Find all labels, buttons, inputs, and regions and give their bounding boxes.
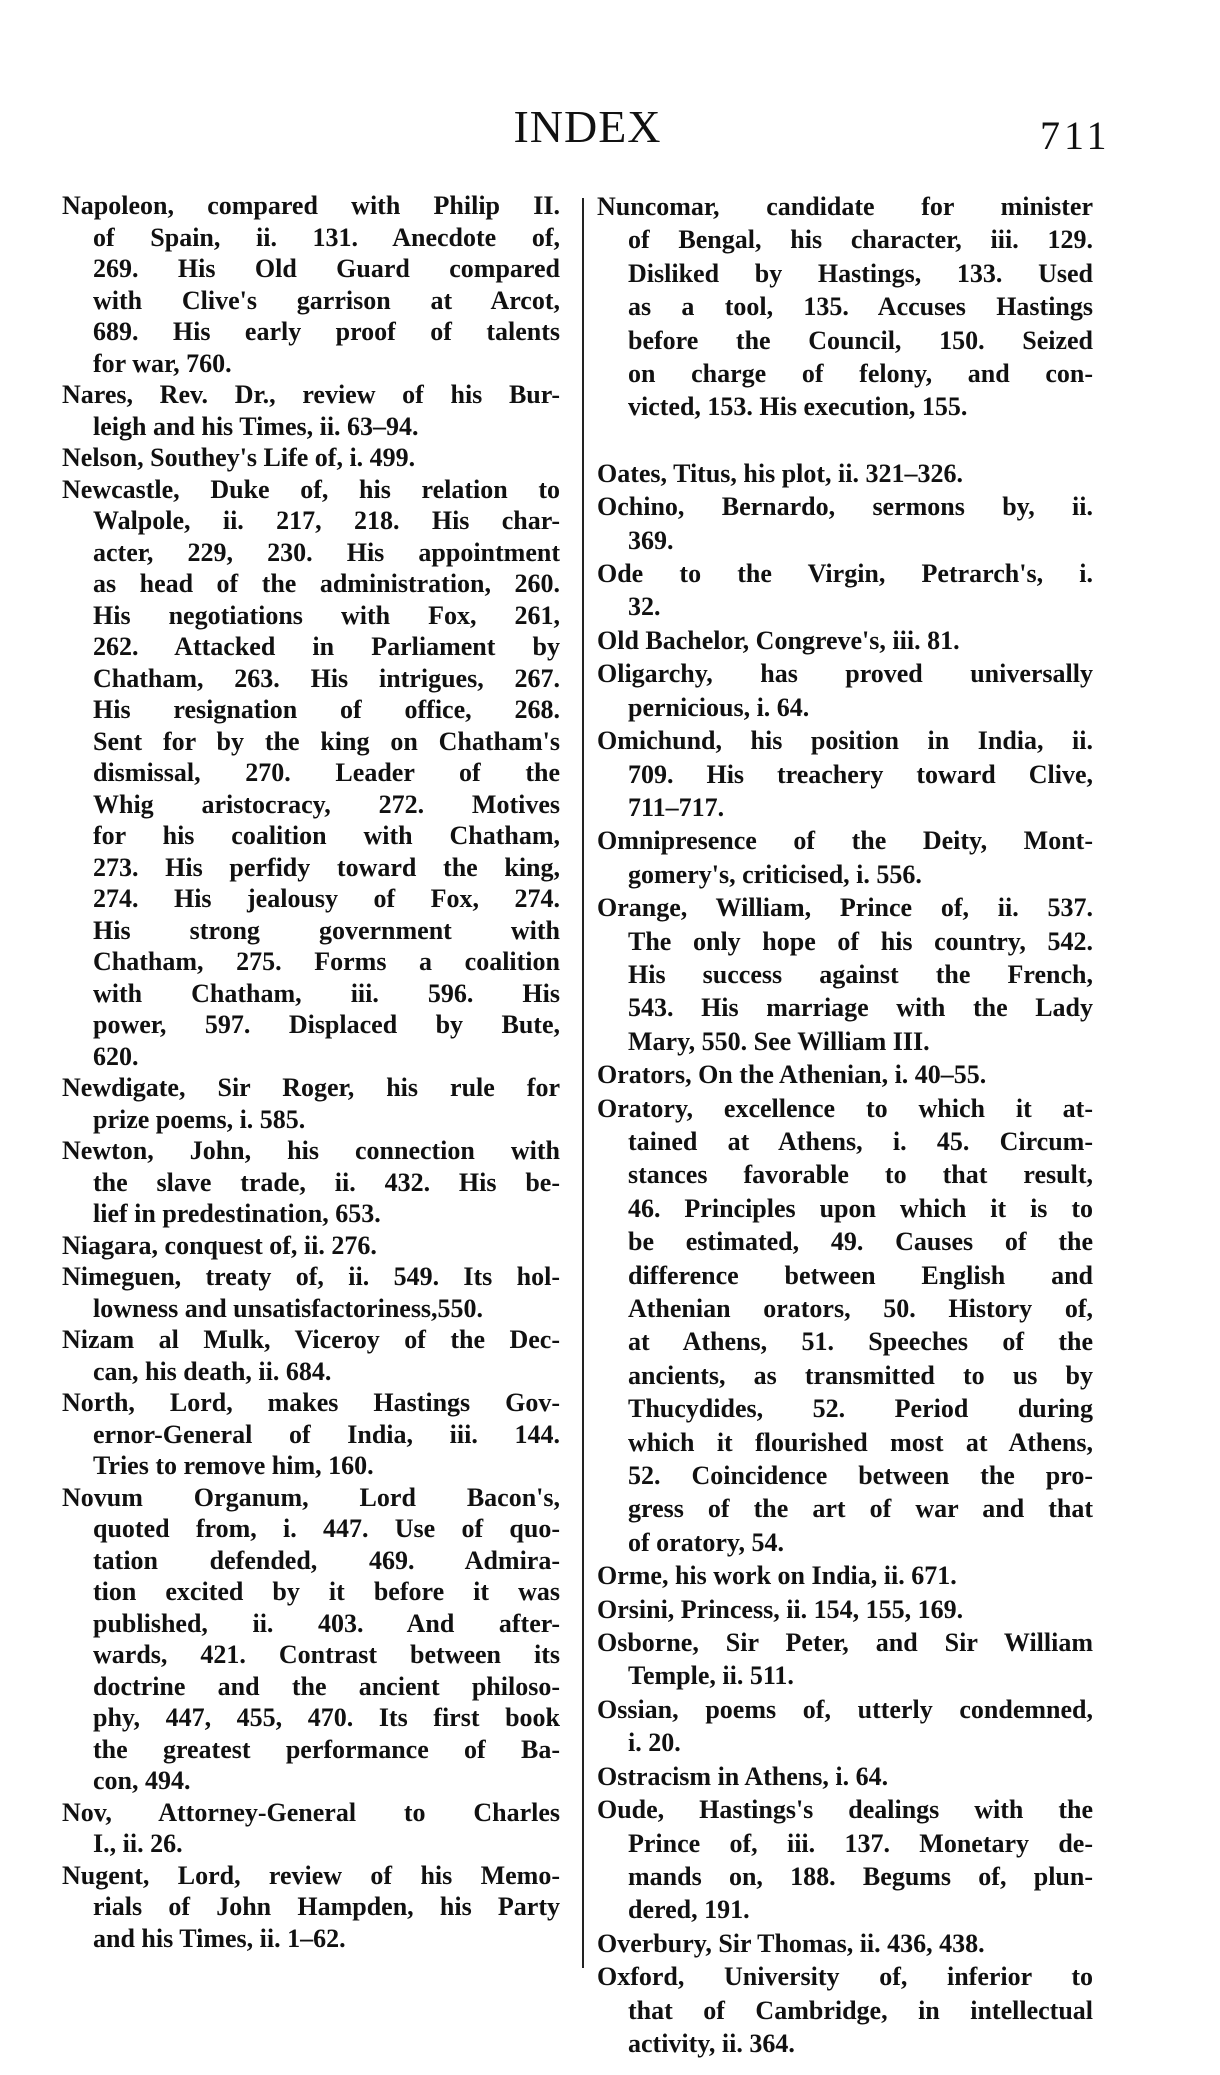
index-entry bbox=[62, 1387, 560, 1482]
entry-continuation-line: His negotiations with Fox, 261, bbox=[93, 600, 560, 630]
entry-continuation-line: victed, 153. His execution, 155. bbox=[628, 392, 968, 422]
page-title: INDEX bbox=[513, 101, 662, 152]
entry-continuation-line: Mary, 550. See William III. bbox=[628, 1026, 930, 1056]
index-entry bbox=[597, 1593, 1093, 1626]
entry-continuation-line: mands on, 188. Begums of, plun- bbox=[628, 1861, 1093, 1891]
index-entry bbox=[62, 1797, 560, 1860]
entry-continuation-line: Sent for by the king on Chatham's bbox=[93, 726, 560, 756]
entry-heading-line: Nizam al Mulk, Viceroy of the Dec- bbox=[62, 1325, 560, 1354]
entry-continuation-line: lowness and unsatisfactoriness,550. bbox=[93, 1293, 484, 1323]
index-entry bbox=[597, 1626, 1093, 1693]
entry-continuation-line: before the Council, 150. Seized bbox=[628, 325, 1093, 355]
entry-continuation-line: Athenian orators, 50. History of, bbox=[628, 1294, 1093, 1323]
entry-spacer bbox=[597, 424, 1093, 457]
entry-continuation-line: leigh and his Times, ii. 63–94. bbox=[93, 411, 419, 441]
entry-continuation-line: 543. His marriage with the Lady bbox=[628, 993, 1093, 1023]
entry-continuation-line: be estimated, 49. Causes of the bbox=[628, 1227, 1093, 1257]
entry-heading-line: Orange, William, Prince of, ii. 537. bbox=[597, 893, 1093, 923]
entry-heading-line: Oude, Hastings's dealings with the bbox=[597, 1795, 1093, 1825]
entry-continuation-line: activity, ii. 364. bbox=[628, 2028, 795, 2058]
index-entry bbox=[597, 557, 1093, 624]
index-entry bbox=[62, 1072, 560, 1135]
entry-continuation-line: 262. Attacked in Parliament by bbox=[93, 632, 560, 661]
entry-continuation-line: Chatham, 275. Forms a coalition bbox=[93, 947, 560, 976]
index-entry bbox=[62, 1324, 560, 1387]
index-entry bbox=[597, 657, 1093, 724]
index-entry bbox=[597, 1092, 1093, 1560]
entry-continuation-line: tion excited by it before it was bbox=[93, 1577, 560, 1606]
index-entry bbox=[62, 1261, 560, 1324]
entry-continuation-line: ernor-General of India, iii. 144. bbox=[93, 1419, 560, 1449]
index-entry bbox=[597, 1559, 1093, 1592]
entry-continuation-line: tation defended, 469. Admira- bbox=[93, 1545, 560, 1575]
entry-heading-line: Napoleon, compared with Philip II. bbox=[62, 191, 560, 220]
entry-continuation-line: 689. His early proof of talents bbox=[93, 317, 560, 346]
entry-heading-line: Oratory, excellence to which it at- bbox=[597, 1093, 1093, 1123]
entry-heading-line: Nugent, Lord, review of his Memo- bbox=[62, 1860, 560, 1890]
entry-continuation-line: of Bengal, his character, iii. 129. bbox=[628, 225, 1093, 255]
index-entry bbox=[597, 490, 1093, 557]
entry-continuation-line: dered, 191. bbox=[628, 1895, 750, 1925]
entry-continuation-line: con, 494. bbox=[93, 1766, 191, 1795]
index-entry bbox=[62, 474, 560, 1073]
entry-continuation-line: 32. bbox=[628, 592, 661, 622]
entry-heading-line: North, Lord, makes Hastings Gov- bbox=[62, 1388, 560, 1417]
entry-continuation-line: dismissal, 270. Leader of the bbox=[93, 758, 560, 787]
entry-heading-line: Orme, his work on India, ii. 671. bbox=[597, 1561, 957, 1591]
entry-continuation-line: 46. Principles upon which it is to bbox=[628, 1193, 1093, 1223]
index-entry bbox=[62, 1230, 560, 1262]
entry-continuation-line: which it flourished most at Athens, bbox=[628, 1427, 1093, 1457]
entry-heading-line: Oates, Titus, his plot, ii. 321–326. bbox=[597, 458, 963, 488]
entry-continuation-line: 273. His perfidy toward the king, bbox=[93, 852, 560, 882]
entry-continuation-line: lief in predestination, 653. bbox=[93, 1199, 381, 1228]
entry-heading-line: Newcastle, Duke of, his relation to bbox=[62, 474, 560, 504]
entry-heading-line: Niagara, conquest of, ii. 276. bbox=[62, 1230, 377, 1260]
index-entry bbox=[597, 1927, 1093, 1960]
entry-continuation-line: of oratory, 54. bbox=[628, 1527, 784, 1557]
entry-continuation-line: and his Times, ii. 1–62. bbox=[93, 1923, 346, 1953]
entry-continuation-line: that of Cambridge, in intellectual bbox=[628, 1995, 1093, 2025]
entry-continuation-line: prize poems, i. 585. bbox=[93, 1104, 306, 1134]
entry-heading-line: Nares, Rev. Dr., review of his Bur- bbox=[62, 380, 560, 409]
index-entry bbox=[597, 624, 1093, 657]
column-divider bbox=[582, 198, 584, 1968]
entry-continuation-line: difference between English and bbox=[628, 1260, 1093, 1290]
entry-heading-line: Old Bachelor, Congreve's, iii. 81. bbox=[597, 625, 960, 655]
entry-heading-line: Omichund, his position in India, ii. bbox=[597, 726, 1093, 756]
index-column-left bbox=[62, 190, 560, 1954]
entry-heading-line: Osborne, Sir Peter, and Sir William bbox=[597, 1628, 1093, 1658]
entry-heading-line: Orators, On the Athenian, i. 40–55. bbox=[597, 1060, 987, 1090]
entry-continuation-line: of Spain, ii. 131. Anecdote of, bbox=[93, 222, 560, 252]
entry-continuation-line: 620. bbox=[93, 1041, 139, 1071]
entry-continuation-line: Temple, ii. 511. bbox=[628, 1661, 794, 1691]
entry-heading-line: Overbury, Sir Thomas, ii. 436, 438. bbox=[597, 1928, 985, 1958]
entry-continuation-line: phy, 447, 455, 470. Its first book bbox=[93, 1703, 560, 1732]
index-column-right bbox=[597, 190, 1093, 2060]
entry-continuation-line: His resignation of office, 268. bbox=[93, 695, 560, 724]
index-entry bbox=[62, 442, 560, 474]
index-entry bbox=[597, 724, 1093, 824]
index-entry bbox=[62, 190, 560, 379]
entry-heading-line: Ostracism in Athens, i. 64. bbox=[597, 1761, 889, 1791]
entry-continuation-line: ancients, as transmitted to us by bbox=[628, 1360, 1093, 1390]
index-entry bbox=[597, 1793, 1093, 1927]
entry-continuation-line: power, 597. Displaced by Bute, bbox=[93, 1010, 560, 1039]
entry-continuation-line: The only hope of his country, 542. bbox=[628, 926, 1093, 956]
entry-heading-line: Omnipresence of the Deity, Mont- bbox=[597, 826, 1093, 856]
entry-heading-line: Nov, Attorney-General to Charles bbox=[62, 1797, 560, 1827]
entry-continuation-line: Prince of, iii. 137. Monetary de- bbox=[628, 1828, 1093, 1858]
entry-continuation-line: Tries to remove him, 160. bbox=[93, 1451, 374, 1480]
entry-continuation-line: tained at Athens, i. 45. Circum- bbox=[628, 1126, 1093, 1156]
entry-continuation-line: wards, 421. Contrast between its bbox=[93, 1640, 560, 1669]
entry-continuation-line: Thucydides, 52. Period during bbox=[628, 1394, 1093, 1424]
entry-continuation-line: published, ii. 403. And after- bbox=[93, 1608, 560, 1638]
index-entry bbox=[597, 1058, 1093, 1091]
entry-continuation-line: stances favorable to that result, bbox=[628, 1160, 1093, 1190]
entry-continuation-line: His success against the French, bbox=[628, 959, 1093, 989]
entry-heading-line: Nimeguen, treaty of, ii. 549. Its hol- bbox=[62, 1262, 560, 1291]
index-entry bbox=[597, 457, 1093, 490]
entry-continuation-line: 369. bbox=[628, 525, 674, 555]
entry-continuation-line: on charge of felony, and con- bbox=[628, 359, 1093, 389]
entry-continuation-line: Whig aristocracy, 272. Motives bbox=[93, 789, 560, 819]
entry-continuation-line: the greatest performance of Ba- bbox=[93, 1734, 560, 1764]
entry-continuation-line: 709. His treachery toward Clive, bbox=[628, 759, 1093, 789]
entry-heading-line: Ode to the Virgin, Petrarch's, i. bbox=[597, 559, 1093, 589]
entry-continuation-line: for his coalition with Chatham, bbox=[93, 821, 560, 850]
index-entry bbox=[62, 1482, 560, 1797]
entry-continuation-line: pernicious, i. 64. bbox=[628, 692, 810, 722]
index-entry bbox=[597, 1960, 1093, 2060]
entry-continuation-line: with Chatham, iii. 596. His bbox=[93, 978, 560, 1008]
entry-continuation-line: rials of John Hampden, his Party bbox=[93, 1892, 560, 1921]
entry-continuation-line: 274. His jealousy of Fox, 274. bbox=[93, 884, 560, 913]
entry-continuation-line: His strong government with bbox=[93, 915, 560, 945]
entry-heading-line: Newdigate, Sir Roger, his rule for bbox=[62, 1073, 560, 1102]
entry-continuation-line: as a tool, 135. Accuses Hastings bbox=[628, 292, 1093, 322]
entry-continuation-line: gomery's, criticised, i. 556. bbox=[628, 859, 922, 889]
entry-heading-line: Oligarchy, has proved universally bbox=[597, 659, 1093, 689]
index-entry bbox=[597, 190, 1093, 424]
entry-continuation-line: for war, 760. bbox=[93, 348, 232, 378]
entry-heading-line: Orsini, Princess, ii. 154, 155, 169. bbox=[597, 1594, 964, 1624]
entry-continuation-line: i. 20. bbox=[628, 1728, 681, 1758]
entry-heading-line: Ochino, Bernardo, sermons by, ii. bbox=[597, 492, 1093, 522]
entry-heading-line: Oxford, University of, inferior to bbox=[597, 1962, 1093, 1992]
entry-continuation-line: at Athens, 51. Speeches of the bbox=[628, 1327, 1093, 1357]
entry-heading-line: Ossian, poems of, utterly condemned, bbox=[597, 1694, 1093, 1724]
index-entry bbox=[597, 891, 1093, 1058]
entry-continuation-line: Disliked by Hastings, 133. Used bbox=[628, 258, 1093, 288]
entry-continuation-line: with Clive's garrison at Arcot, bbox=[93, 285, 560, 315]
index-entry bbox=[597, 1693, 1093, 1760]
entry-heading-line: Nuncomar, candidate for minister bbox=[597, 192, 1093, 221]
entry-continuation-line: Walpole, ii. 217, 218. His char- bbox=[93, 506, 560, 535]
entry-continuation-line: gress of the art of war and that bbox=[628, 1494, 1093, 1524]
entry-continuation-line: 52. Coincidence between the pro- bbox=[628, 1461, 1093, 1491]
index-entry bbox=[62, 1135, 560, 1230]
entry-continuation-line: 711–717. bbox=[628, 792, 725, 822]
entry-continuation-line: doctrine and the ancient philoso- bbox=[93, 1671, 560, 1701]
entry-heading-line: Novum Organum, Lord Bacon's, bbox=[62, 1482, 560, 1512]
index-entry bbox=[597, 1760, 1093, 1793]
entry-continuation-line: acter, 229, 230. His appointment bbox=[93, 537, 560, 567]
entry-continuation-line: the slave trade, ii. 432. His be- bbox=[93, 1167, 560, 1197]
entry-continuation-line: quoted from, i. 447. Use of quo- bbox=[93, 1514, 560, 1543]
entry-continuation-line: Chatham, 263. His intrigues, 267. bbox=[93, 663, 560, 693]
entry-continuation-line: as head of the administration, 260. bbox=[93, 569, 560, 598]
entry-continuation-line: 269. His Old Guard compared bbox=[93, 254, 560, 283]
entry-heading-line: Newton, John, his connection with bbox=[62, 1136, 560, 1165]
entry-heading-line: Nelson, Southey's Life of, i. 499. bbox=[62, 443, 416, 472]
entry-continuation-line: I., ii. 26. bbox=[93, 1829, 183, 1858]
index-entry bbox=[597, 824, 1093, 891]
page-number: 711 bbox=[1040, 113, 1111, 158]
index-entry bbox=[62, 1860, 560, 1955]
entry-continuation-line: can, his death, ii. 684. bbox=[93, 1356, 332, 1386]
index-entry bbox=[62, 379, 560, 442]
